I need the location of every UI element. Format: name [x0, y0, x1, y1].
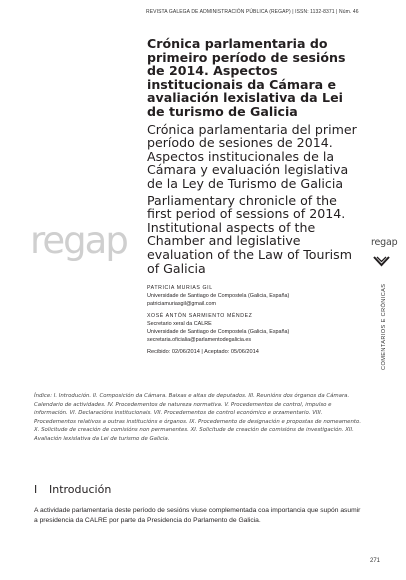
book-fold-icon	[373, 255, 390, 267]
title-english: Parliamentary chronicle of the first period of sessions of 2014. Institutional aspects of the Chamber and legislative evaluation of the Law of Tourism of Galicia	[147, 192, 352, 276]
author-block	[147, 285, 367, 356]
author-affiliation: Universidade de Santiago de Compostela (Galicia, España)	[147, 328, 290, 335]
author-affiliation: Universidade de Santiago de Compostela (Galicia, España)	[147, 292, 290, 299]
abstract-label: Índice:	[34, 393, 53, 399]
section-number: I	[34, 483, 38, 496]
title-block	[147, 37, 362, 275]
body-paragraph: A actividade parlamentaria deste período de sesións viuse complementada coa importancia que supón asumir a presidencia da CALRE por parte da Presidencia do Parlamento de Galicia.	[34, 507, 361, 525]
section-heading	[34, 483, 111, 496]
author-name: PATRICIA MURIAS GIL	[147, 285, 213, 291]
author-name: XOSÉ ANTÓN SARMIENTO MÉNDEZ	[147, 313, 253, 320]
author-email: patriciamuriasgil@gmail.com	[147, 300, 216, 307]
page-number: 271	[370, 558, 381, 564]
author-role: Secretario xeral da CALRE	[147, 321, 212, 328]
received-accepted-dates: Recibido: 02/06/2014 | Aceptado: 05/06/2014	[147, 348, 259, 355]
title-galician: Crónica parlamentaria do primeiro período de sesións de 2014. Aspectos institucionais da Cámara e avaliación lexislativa da Lei de turismo de Galicia	[147, 36, 346, 119]
sidebar-category: COMENTARIOS E CRÓNICAS	[381, 283, 387, 370]
abstract	[34, 392, 362, 444]
running-head: REVISTA GALEGA DE ADMINISTRACIÓN PÚBLICA (REGAP) | ISSN: 1132-8371 | Núm. 46	[146, 9, 359, 15]
section-title: Introdución	[49, 483, 112, 496]
regap-logo: regap	[30, 219, 127, 262]
author-email: secretaria.oficialia@parlamentodegalicia.es	[147, 336, 252, 343]
sidebar-regap-logo: regap	[371, 237, 398, 248]
abstract-text: I. Introdución. II. Composición da Cámara. Baixas e altas de deputados. III. Reunións dos órganos da Cámara. Calendario de actividades. IV. Procedementos de natureza normativa. V. Procedementos de control, impulso e información. VI. Declaracións institucionais. VII. Procedementos de control económico e orzamentario. VIII. Procedementos relativos a outras institucións e órganos. IX. Procedemento de designación e propostas de nomeamento. X. Solicitude de creación de comisións non permanentes. XI. Solicitude de creación de comisións de investigación. XII. Avaliación lexislativa da Lei de turismo de Galicia.	[34, 393, 362, 442]
title-spanish: Crónica parlamentaria del primer período de sesiones de 2014. Aspectos institucionales de la Cámara y evaluación legislativa de la Ley de Turismo de Galicia	[147, 121, 357, 191]
